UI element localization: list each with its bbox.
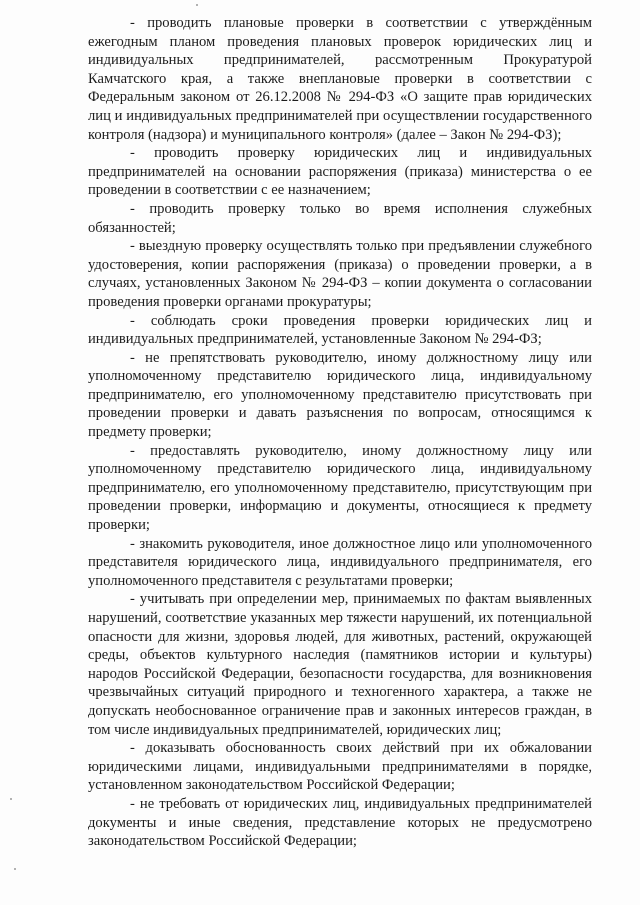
paragraph-inspection-order: - проводить проверку юридических лиц и индивидуальных предпринимателей на основании распоряжения (приказа) министерства о ее проведении в соответствии с ее назначением; [88,145,592,199]
paragraph-no-extra-documents: - не требовать от юридических лиц, индивидуальных предпринимателей документы и иные сведения, представление которых не предусмотрено законодательством Российской Федерации; [88,795,592,850]
paragraph-official-duties: - проводить проверку только во время исполнения служебных обязанностей; [88,200,592,236]
scan-speck [196,4,198,6]
paragraph-field-inspection: - выездную проверку осуществлять только при предъявлении служебного удостоверения, копии распоряжения (приказа) о проведении проверки, а в случаях, установленных Законом № 294-ФЗ – копии документа о согласовании проведения проверки органами прокуратуры; [88,238,592,310]
paragraph-scheduled-inspections: - проводить плановые проверки в соответствии с утверждённым ежегодным планом проведения плановых проверок юридических лиц и индивидуальных предпринимателей, рассмотренным Прокуратурой Камчатского края, а также внеплановые проверки в соответствии с Федеральным законом от 26.12.2008 № 294-ФЗ «О защите прав юридических лиц и индивидуальных предпринимателей при осуществлении государственного контроля (надзора) и муниципального контроля» (далее – Закон № 294-ФЗ); [88,15,592,143]
scan-speck [10,798,12,800]
paragraph-inspection-deadlines: - соблюдать сроки проведения проверки юридических лиц и индивидуальных предпринимателей, установленные Законом № 294-ФЗ; [88,312,592,348]
paragraph-proportional-measures: - учитывать при определении мер, принимаемых по фактам выявленных нарушений, соответствие указанных мер тяжести нарушений, их потенциальной опасности для жизни, здоровья людей, для животных, растений, окружающей среды, объектов культурного наследия (памятников истории и культуры) народов Российской Федерации, безопасности государства, для возникновения чрезвычайных ситуаций природного и техногенного характера, а также не допускать необоснованное ограничение прав и законных интересов граждан, в том числе индивидуальных предпринимателей, юридических лиц; [88,591,592,738]
paragraph-familiarize-results: - знакомить руководителя, иное должностное лицо или уполномоченного представителя юридического лица, индивидуального предпринимателя, его уполномоченного представителя с результатами проверки; [88,535,592,589]
paragraph-no-obstruction: - не препятствовать руководителю, иному должностному лицу или уполномоченному представителю юридического лица, индивидуальному предпринимателю, его уполномоченному представителю присутствовать при проведении проверки и давать разъяснения по вопросам, относящимся к предмету проверки; [88,349,592,441]
paragraph-justify-actions: - доказывать обоснованность своих действий при их обжаловании юридическими лицами, индивидуальными предпринимателями в порядке, установленном законодательством Российской Федерации; [88,740,592,794]
paragraph-provide-information: - предоставлять руководителю, иному должностному лицу или уполномоченному представителю юридического лица, индивидуальному предпринимателю, его уполномоченному представителю, присутствующим при проведении проверки, информацию и документы, относящиеся к предмету проверки; [88,442,592,534]
document-body [88,14,592,851]
scan-speck [14,868,16,870]
